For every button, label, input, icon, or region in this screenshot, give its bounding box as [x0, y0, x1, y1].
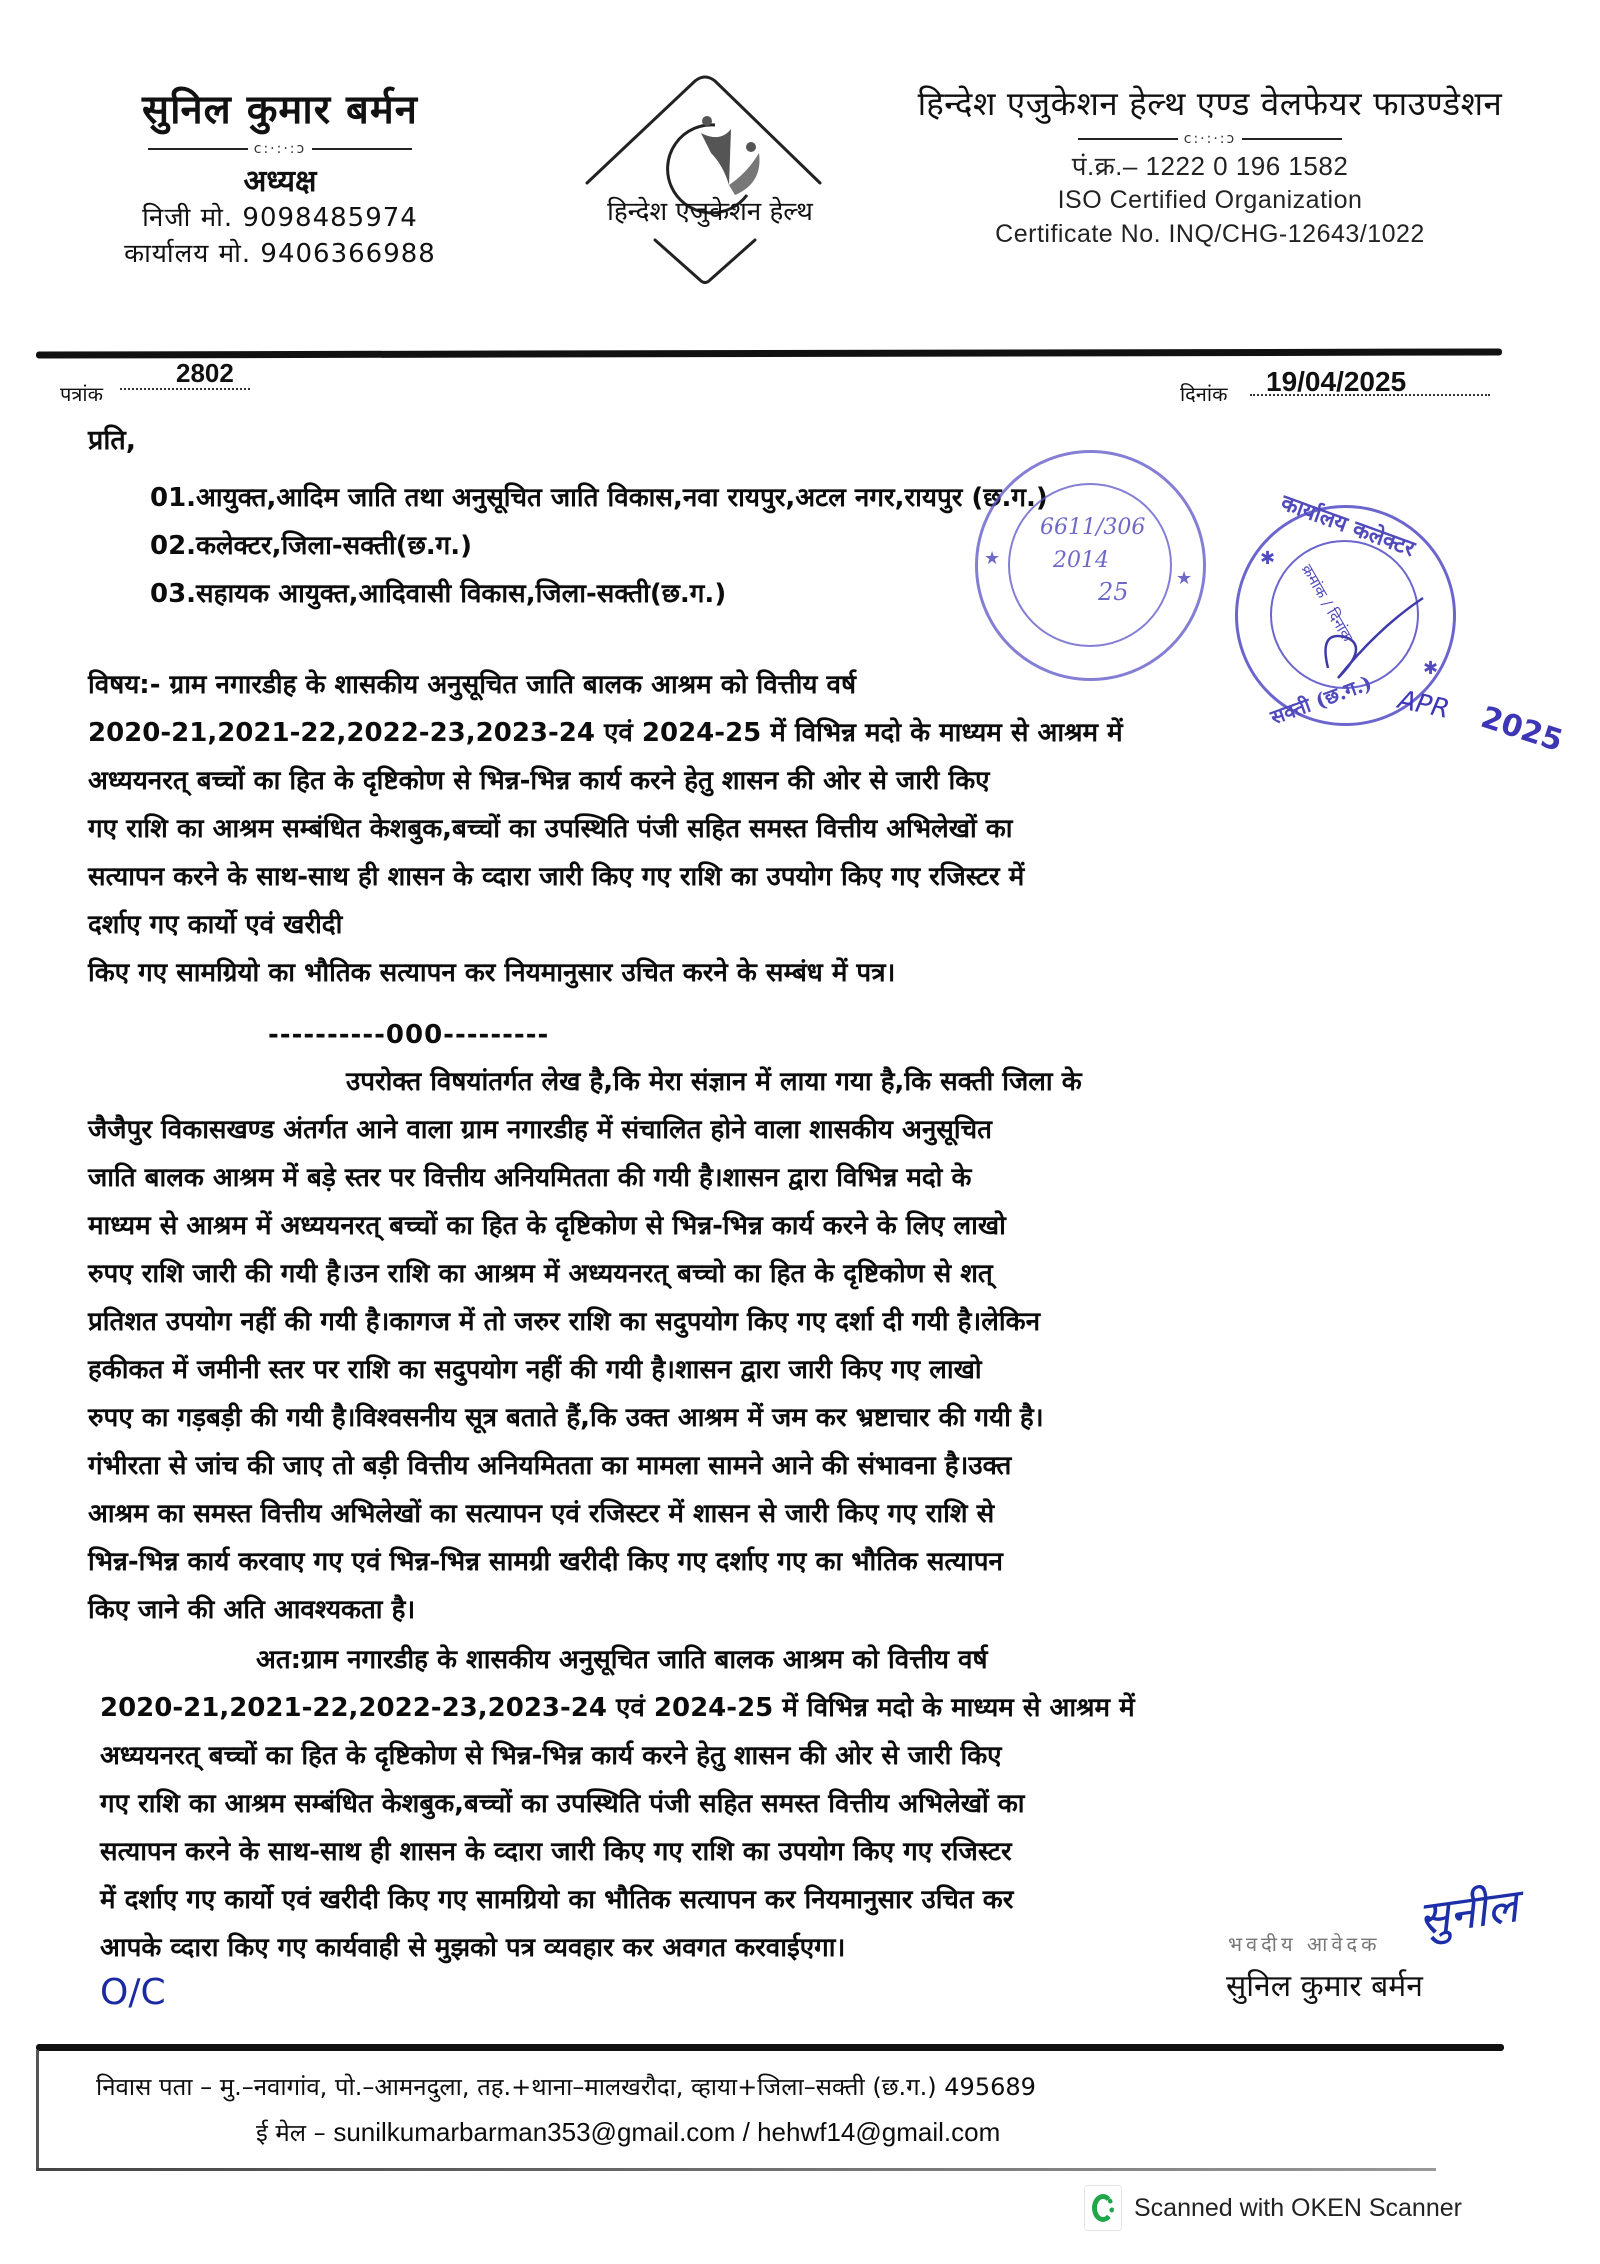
body-line: आश्रम का समस्त वित्तीय अभिलेखों का सत्यापन एवं रजिस्टर में शासन से जारी किए गए राशि से [88, 1499, 995, 1529]
email-label: ई मेल – [256, 2119, 326, 2147]
ornament-line [1078, 138, 1178, 140]
ornament-line [148, 148, 248, 150]
subject-line: दर्शाए गए कार्यो एवं खरीदी [88, 910, 343, 940]
office-mobile: कार्यालय मो. 9406366988 [124, 239, 436, 269]
body-line: उपरोक्त विषयांतर्गत लेख है,कि मेरा संज्ञान में लाया गया है,कि सक्ती जिला के [346, 1067, 1082, 1097]
subject-line: विषय:- ग्राम नगारडीह के शासकीय अनुसूचित जाति बालक आश्रम को वित्तीय वर्ष [88, 670, 857, 700]
recipient-item: 01.आयुक्त,आदिम जाति तथा अनुसूचित जाति विकास,नवा रायपुर,अटल नगर,रायपुर (छ.ग.) [150, 483, 1048, 513]
body-line: गए राशि का आश्रम सम्बंधित केशबुक,बच्चों का उपस्थिति पंजी सहित समस्त वित्तीय अभिलेखों का [100, 1789, 1025, 1819]
date-field [1180, 358, 1500, 408]
email-addresses: sunilkumarbarman353@gmail.com / hehwf14@gmail.com [333, 2117, 1001, 2147]
stamp-handwriting: 2014 [1053, 548, 1109, 573]
organization-name: हिन्देश एजुकेशन हेल्थ एण्ड वेलफेयर फाउण्डेशन [917, 84, 1503, 123]
subject-line: अध्ययनरत् बच्चों का हित के दृष्टिकोण से भिन्न-भिन्न कार्य करने हेतु शासन की ओर से जारी किए [88, 766, 990, 796]
stamp-outer-text: कार्यालय कलेक्टर [1277, 489, 1419, 563]
body-line: आपके व्दारा किए गए कार्यवाही से मुझको पत्र व्यवहार कर अवगत करवाईएगा। [100, 1933, 846, 1963]
salutation: प्रति, [88, 425, 137, 456]
star-icon: ★ [984, 548, 1001, 569]
body-line: जाति बालक आश्रम में बड़े स्तर पर वित्तीय अनियमितता की गयी है।शासन द्वारा विभिन्न मदो के [88, 1163, 972, 1193]
scanner-watermark-text: Scanned with OKEN Scanner [1134, 2193, 1462, 2222]
body-line: रुपए का गड़बड़ी की गयी है।विश्वसनीय सूत्र बताते हैं,कि उक्त आश्रम में जम कर भ्रष्टाचार की गयी है। [88, 1403, 1044, 1433]
ornament-flourish-icon: c:·:·:ɔ [253, 141, 307, 157]
body-line: सत्यापन करने के साथ-साथ ही शासन के व्दारा जारी किए गए राशि का उपयोग किए गए रजिस्टर [100, 1837, 1012, 1867]
stamp-inner-text: क्रमांक / दिनांक [1297, 561, 1357, 645]
signatory-name: सुनिल कुमार बर्मन [1226, 1969, 1423, 2004]
ornament-divider [880, 131, 1540, 147]
footer-left-border [36, 2050, 39, 2170]
body-line: किए जाने की अति आवश्यकता है। [88, 1595, 416, 1625]
body-line: हकीकत में जमीनी स्तर पर राशि का सदुपयोग नहीं की गयी है।शासन द्वारा जारी किए गए लाखो [88, 1355, 982, 1385]
reference-label: पत्रांक [60, 382, 103, 406]
footer-bottom-line [36, 2168, 1436, 2171]
reference-number-field [60, 358, 280, 418]
personal-mobile: निजी मो. 9098485974 [142, 203, 418, 233]
received-stamp-left [975, 450, 1206, 681]
stamp-date-year: 2025 [1476, 699, 1567, 760]
body-line: माध्यम से आश्रम में अध्ययनरत् बच्चों का हित के दृष्टिकोण से भिन्न-भिन्न कार्य करने के लिए लाखो [88, 1211, 1006, 1241]
recipient-item: 03.सहायक आयुक्त,आदिवासी विकास,जिला-सक्ती(छ.ग.) [150, 579, 727, 609]
letterhead-right [880, 80, 1540, 251]
footer-email-row [256, 2116, 1000, 2149]
date-label: दिनांक [1180, 382, 1228, 406]
recipient-item: 02.कलेक्टर,जिला-सक्ती(छ.ग.) [150, 531, 473, 561]
stamp-date-month: APR [1395, 684, 1453, 726]
body-line: भिन्न-भिन्न कार्य करवाए गए एवं भिन्न-भिन्न सामग्री खरीदी किए गए दर्शाए गए का भौतिक सत्यापन [88, 1547, 1003, 1577]
footer-address: निवास पता – मु.–नवागांव, पो.–आमनदुला, तह.+थाना–मालखरौदा, व्हाया+जिला–सक्ती (छ.ग.) 495689 [96, 2073, 1036, 2101]
body-line: गंभीरता से जांच की जाए तो बड़ी वित्तीय अनियमितता का मामला सामने आने की संभावना है।उक्त [88, 1451, 1012, 1481]
ornament-line [312, 148, 412, 150]
star-icon: ★ [1176, 568, 1193, 589]
body-line: अत:ग्राम नगारडीह के शासकीय अनुसूचित जाति बालक आश्रम को वित्तीय वर्ष [256, 1645, 988, 1675]
oken-scanner-logo-icon [1084, 2185, 1122, 2231]
body-line: में दर्शाए गए कार्यो एवं खरीदी किए गए सामग्रियो का भौतिक सत्यापन कर नियमानुसार उचित कर [100, 1885, 1014, 1915]
organization-logo [515, 55, 895, 325]
footer-divider [36, 2044, 1504, 2051]
body-line: जैजैपुर विकासखण्ड अंतर्गत आने वाला ग्राम नगारडीह में संचालित होने वाला शासकीय अनुसूचित [88, 1115, 992, 1145]
handwritten-oc-mark: O/C [100, 1972, 166, 2013]
stamp-signature-scribble-icon [1308, 568, 1428, 688]
subject-line: सत्यापन करने के साथ-साथ ही शासन के व्दारा जारी किए गए राशि का उपयोग किए गए रजिस्टर में [88, 862, 1025, 892]
diamond-frame-icon [587, 77, 820, 283]
star-icon: ✱ [1423, 658, 1439, 679]
president-role: अध्यक्ष [243, 164, 317, 199]
iso-certified-label: ISO Certified Organization [1057, 186, 1363, 214]
subject-line: गए राशि का आश्रम सम्बंधित केशबुक,बच्चों का उपस्थिति पंजी सहित समस्त वित्तीय अभिलेखों का [88, 814, 1013, 844]
stamp-bottom-text: सक्ती (छ.ग.) [1267, 670, 1376, 730]
subject-line: किए गए सामग्रियो का भौतिक सत्यापन कर नियमानुसार उचित करने के सम्बंध में पत्र। [88, 958, 896, 988]
letterhead-left [60, 80, 500, 272]
star-icon: ✱ [1260, 548, 1276, 569]
body-line: रुपए राशि जारी की गयी है।उन राशि का आश्रम में अध्ययनरत् बच्चो का हित के दृष्टिकोण से शत् [88, 1259, 993, 1289]
handwritten-signature: सुनील [1414, 1878, 1522, 1946]
certificate-number: Certificate No. INQ/CHG-12643/1022 [995, 220, 1425, 248]
body-line: अध्ययनरत् बच्चों का हित के दृष्टिकोण से भिन्न-भिन्न कार्य करने हेतु शासन की ओर से जारी किए [100, 1741, 1002, 1771]
reference-number: 2802 [176, 358, 234, 388]
logo-caption: हिन्देश एजुकेशन हेल्थ [607, 197, 813, 227]
ornament-line [1242, 138, 1342, 140]
body-line: प्रतिशत उपयोग नहीं की गयी है।कागज में तो जरुर राशि का सदुपयोग किए गए दर्शा दी गयी है।लेकिन [88, 1307, 1041, 1337]
subject-line: 2020-21,2021-22,2022-23,2023-24 एवं 2024-25 में विभिन्न मदो के माध्यम से आश्रम में [88, 718, 1123, 748]
registration-number: पं.क्र.– 1222 0 196 1582 [1071, 151, 1349, 181]
ornament-flourish-icon: c:·:·:ɔ [1183, 131, 1237, 147]
president-name: सुनिल कुमार बर्मन [142, 86, 418, 133]
stamp-handwriting: 6611/306 [1040, 515, 1146, 540]
ornament-divider [60, 141, 500, 157]
section-separator: ----------000--------- [268, 1020, 550, 1050]
stamp-handwriting: 25 [1098, 578, 1129, 606]
date-value: 19/04/2025 [1266, 366, 1407, 397]
scanner-watermark [1084, 2180, 1462, 2236]
body-line: 2020-21,2021-22,2022-23,2023-24 एवं 2024-25 में विभिन्न मदो के माध्यम से आश्रम में [100, 1693, 1135, 1723]
signature-caption: भवदीय आवेदक [1228, 1932, 1381, 1956]
